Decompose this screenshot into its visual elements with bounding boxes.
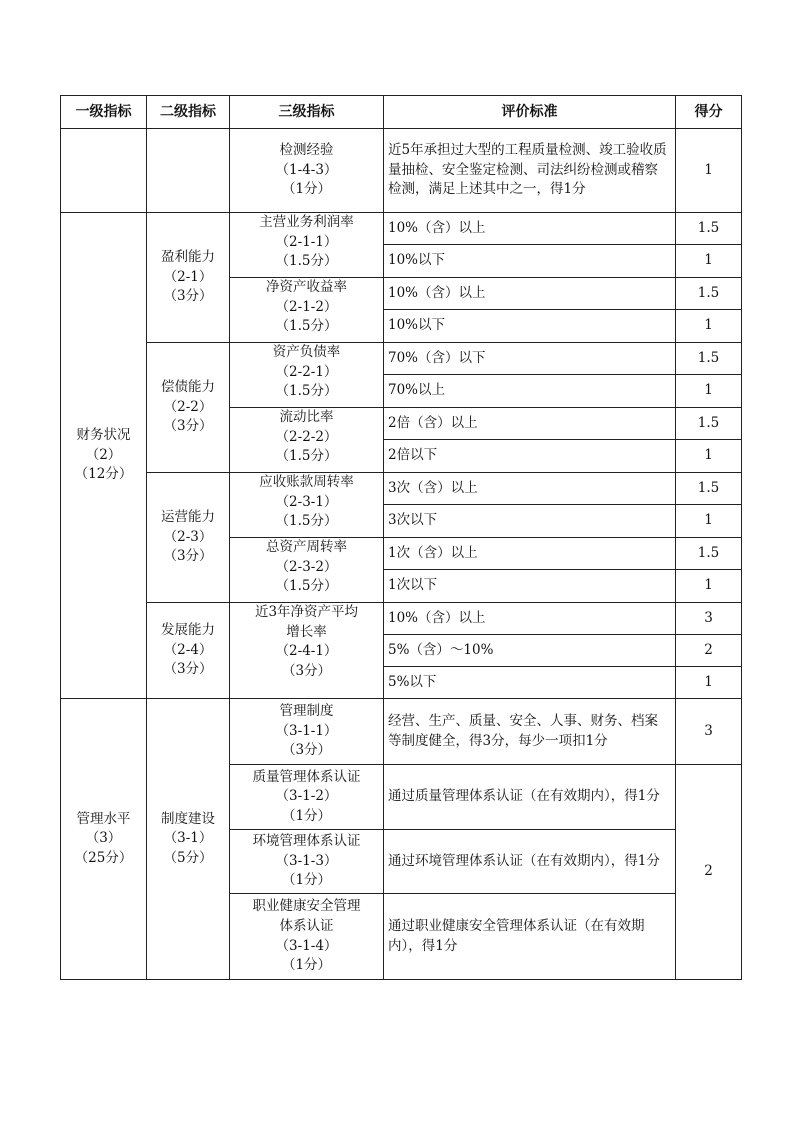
score-cell: 3 [676,699,742,765]
header-row [61,96,742,129]
level2-points: （3分） [163,548,213,565]
criterion-cell: 通过职业健康安全管理体系认证（在有效期内），得1分 [384,894,676,980]
table-row [61,699,742,765]
criterion-cell: 10%（含）以上 [384,603,676,635]
score-cell: 1.5 [676,278,742,310]
score-cell: 1 [676,570,742,603]
indicator-quality-cert [230,765,384,830]
score-cell: 3 [676,603,742,635]
indicator-environment-cert [230,830,384,894]
score-cell: 1 [676,440,742,473]
criterion-cell: 3次（含）以上 [384,473,676,505]
indicator-name: 总资产周转率 [266,539,347,555]
level1-code: （3） [85,830,122,847]
indicator-name: 环境管理体系认证 [252,833,361,850]
evaluation-table [60,95,742,980]
criterion-cell: 10%（含）以上 [384,278,676,310]
criterion-cell: 1次以下 [384,570,676,603]
empty-cell [61,129,147,213]
indicator-points: （1分） [281,181,332,198]
indicator-name: 检测经验 [279,142,334,159]
indicator-code: （2-4-1） [275,643,338,660]
score-cell: 1.5 [676,343,742,375]
level2-code: （2-3） [163,528,213,545]
level2-profit [147,213,230,343]
indicator-experience [230,129,384,213]
indicator-name: 主营业务利润率 [259,214,354,230]
indicator-name: 近3年净资产平均 [254,604,359,620]
indicator-roe [230,278,384,343]
indicator-points: （3分） [281,662,332,679]
criterion-cell: 10%以下 [384,245,676,278]
indicator-code: （2-3-1） [275,493,338,510]
table-row [61,213,742,245]
criterion-cell: 1次（含）以上 [384,538,676,570]
indicator-code: （2-2-2） [275,428,338,445]
header-level2: 二级指标 [147,96,230,129]
criterion-cell: 通过环境管理体系认证（在有效期内），得1分 [384,830,676,894]
level2-code: （2-1） [163,268,213,285]
indicator-code: （3-1-4） [275,937,338,954]
indicator-points: （1分） [281,872,332,889]
criterion-cell: 5%以下 [384,667,676,699]
indicator-code: （2-2-1） [275,363,338,380]
level2-code: （3-1） [163,830,213,847]
level1-points: （25分） [74,849,133,866]
criterion-cell: 2倍以下 [384,440,676,473]
indicator-points: （1.5分） [275,253,338,270]
criterion-cell: 70%（含）以下 [384,343,676,375]
criterion-cell: 经营、生产、质量、安全、人事、财务、档案等制度健全，得3分，每少一项扣1分 [384,699,676,765]
level1-points: （12分） [74,466,133,483]
score-cell: 1 [676,375,742,408]
indicator-name: 净资产收益率 [266,279,347,295]
indicator-asset-turnover [230,538,384,603]
level2-code: （2-4） [163,641,213,658]
score-cell: 1.5 [676,473,742,505]
level1-name: 财务状况 [76,427,131,444]
indicator-current-ratio [230,408,384,473]
table-row [61,473,742,505]
indicator-points: （3分） [281,742,332,759]
level2-name: 制度建设 [161,810,215,827]
indicator-points: （1.5分） [275,448,338,465]
indicator-debt [230,343,384,408]
indicator-code: （3-1-2） [275,788,338,805]
header-level3: 三级指标 [230,96,384,129]
indicator-points: （1.5分） [275,383,338,400]
level2-system [147,699,230,980]
level2-operation [147,473,230,603]
score-cell: 2 [676,765,742,980]
table-row [61,603,742,635]
level2-growth [147,603,230,699]
level2-name: 运营能力 [161,509,215,526]
empty-cell [147,129,230,213]
indicator-name: 资产负债率 [272,344,341,360]
indicator-points: （1.5分） [275,318,338,335]
indicator-code: （1-4-3） [275,161,338,178]
level2-points: （3分） [163,418,213,435]
level1-finance [61,213,147,699]
indicator-code: （2-1-1） [275,233,338,250]
indicator-health-cert [230,894,384,980]
score-cell: 1.5 [676,408,742,440]
table-row [61,129,742,213]
indicator-points: （1.5分） [275,513,338,530]
indicator-name: 质量管理体系认证 [252,768,361,785]
indicator-code: （2-3-2） [275,558,338,575]
score-cell: 1 [676,310,742,343]
criterion-cell: 70%以上 [384,375,676,408]
criterion-cell: 5%（含）～10% [384,635,676,667]
indicator-equity-growth [230,603,384,699]
criterion-cell: 10%（含）以上 [384,213,676,245]
level2-name: 盈利能力 [161,249,215,266]
indicator-code: （3-1-1） [275,722,338,739]
table-row [61,343,742,375]
level2-name: 发展能力 [161,622,215,639]
level1-name: 管理水平 [76,810,131,827]
criterion-cell: 2倍（含）以上 [384,408,676,440]
header-score: 得分 [676,96,742,129]
criterion-cell: 3次以下 [384,505,676,538]
criterion-cell: 近5年承担过大型的工程质量检测、竣工验收质量抽检、安全鉴定检测、司法纠纷检测或稽察检测，满足上述其中之一，得1分 [384,129,676,213]
indicator-name-cont: 增长率 [286,623,327,640]
score-cell: 1.5 [676,538,742,570]
header-criteria: 评价标准 [384,96,676,129]
level2-points: （3分） [163,288,213,305]
score-cell: 1.5 [676,213,742,245]
indicator-name: 职业健康安全管理 [252,898,361,915]
indicator-points: （1分） [281,807,332,824]
level2-points: （3分） [163,661,213,678]
level2-solvency [147,343,230,473]
indicator-name: 应收账款周转率 [259,474,354,490]
indicator-code: （2-1-2） [275,298,338,315]
score-cell: 2 [676,635,742,667]
level2-name: 偿债能力 [161,379,215,396]
score-cell: 1 [676,245,742,278]
indicator-points: （1.5分） [275,578,338,595]
score-cell: 1 [676,505,742,538]
level1-management [61,699,147,980]
indicator-receivable [230,473,384,538]
score-cell: 1 [676,129,742,213]
level2-code: （2-2） [163,398,213,415]
indicator-points: （1分） [281,957,332,974]
header-level1: 一级指标 [61,96,147,129]
level2-points: （5分） [163,849,213,866]
indicator-name: 管理制度 [279,703,334,720]
criterion-cell: 通过质量管理体系认证（在有效期内），得1分 [384,765,676,830]
indicator-margin [230,213,384,278]
indicator-code: （3-1-3） [275,852,338,869]
indicator-name-cont: 体系认证 [279,917,334,934]
level1-code: （2） [85,446,122,463]
indicator-rules [230,699,384,765]
score-cell: 1 [676,667,742,699]
criterion-cell: 10%以下 [384,310,676,343]
indicator-name: 流动比率 [279,409,334,425]
